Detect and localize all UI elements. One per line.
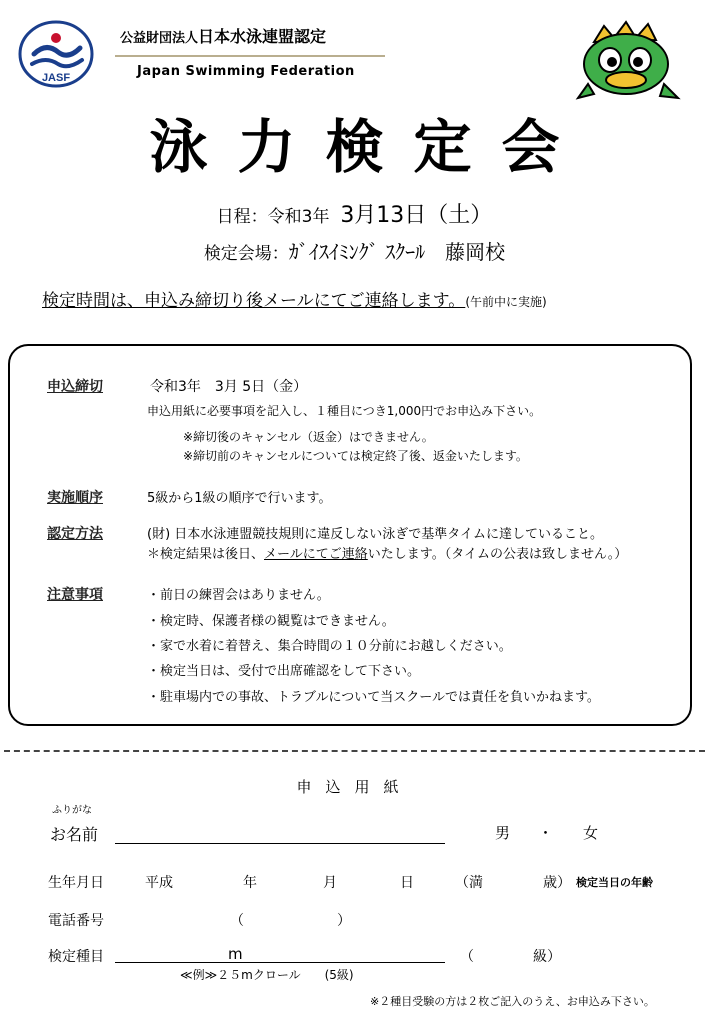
birth-year-field[interactable]: 年 xyxy=(243,875,257,891)
gender-female-option[interactable]: 女 xyxy=(583,824,599,842)
name-field[interactable] xyxy=(115,843,445,844)
schedule-date: 3月13日（土） xyxy=(340,203,493,228)
name-label: お名前 xyxy=(50,825,99,844)
mascot-kappa-icon xyxy=(574,20,684,106)
org-name-en: Japan Swimming Federation xyxy=(137,64,355,79)
order-label: 実施順序 xyxy=(47,490,103,506)
method-text-1: (財) 日本水泳連盟競技規則に違反しない泳ぎで基準タイムに達していること。 xyxy=(147,527,604,542)
deadline-label: 申込締切 xyxy=(47,379,103,395)
event-unit: m xyxy=(228,945,243,963)
birth-label: 生年月日 xyxy=(48,875,104,891)
header-divider xyxy=(115,55,385,57)
deadline-note-1: ※締切後のキャンセル（返金）はできません。 xyxy=(183,430,434,444)
timing-main: 検定時間は、申込み締切り後メールにてご連絡します。 xyxy=(42,291,466,311)
jasf-logo xyxy=(16,20,96,90)
method-text-2-underline: メールにてご連絡 xyxy=(264,547,368,562)
age-note: 検定当日の年齢 xyxy=(576,876,653,889)
phone-field[interactable]: ） xyxy=(337,913,351,929)
cautions-label: 注意事項 xyxy=(47,587,103,603)
method-text-2 xyxy=(147,543,627,562)
venue xyxy=(0,236,709,265)
caution-item: ・検定当日は、受付で出席確認をして下さい。 xyxy=(147,664,421,679)
method-label: 認定方法 xyxy=(47,526,103,542)
birth-era: 平成 xyxy=(145,875,173,891)
gender-male-option[interactable]: 男 xyxy=(495,824,511,842)
venue-name: ｶﾞｲｽｲﾐﾝｸﾞ ｽｸｰﾙ 藤岡校 xyxy=(288,240,506,264)
method-text-2-post: いたします。（タイムの公表は致しません。） xyxy=(367,547,628,562)
deadline-note-2: ※締切前のキャンセルについては検定終了後、返金いたします。 xyxy=(183,449,528,463)
caution-item: ・検定時、保護者様の観覧はできません。 xyxy=(147,614,395,629)
logo-text: JASF xyxy=(41,72,71,84)
phone-open: （ xyxy=(230,913,244,929)
caution-item: ・家で水着に着替え、集合時間の１０分前にお越しください。 xyxy=(147,639,512,654)
birth-day-field[interactable]: 日 xyxy=(400,875,414,891)
age-field[interactable]: 歳） xyxy=(543,875,571,891)
method-text-2-pre: ＊検定結果は後日、 xyxy=(147,547,265,562)
event-example: ≪例≫２５mクロール (5級) xyxy=(180,968,354,982)
schedule xyxy=(0,198,709,229)
gender-separator: ・ xyxy=(538,824,554,842)
grade-field[interactable]: 級） xyxy=(533,949,561,965)
grade-open: （ xyxy=(460,949,474,965)
deadline-date: 令和3年 3月 5日（金） xyxy=(150,379,308,395)
caution-item: ・前日の練習会はありません。 xyxy=(147,588,330,603)
order-text: 5級から1級の順序で行います。 xyxy=(147,491,332,506)
form-title: 申込用紙 xyxy=(296,778,413,796)
cut-line xyxy=(4,750,705,752)
org-name xyxy=(120,24,326,47)
timing-notice xyxy=(42,286,547,311)
phone-label: 電話番号 xyxy=(48,913,104,929)
caution-item: ・駐車場内での事故、トラブルについて当スクールでは責任を負いかねます。 xyxy=(147,690,600,705)
footnote: ※２種目受験の方は２枚ご記入のうえ、お申込み下さい。 xyxy=(370,995,655,1008)
org-prefix: 公益財団法人 xyxy=(120,31,199,46)
birth-month-field[interactable]: 月 xyxy=(323,875,337,891)
org-title: 日本水泳連盟認定 xyxy=(198,27,327,46)
furigana-label: ふりがな xyxy=(52,805,92,816)
event-field[interactable] xyxy=(115,962,445,963)
schedule-label: 日程：令和3年 xyxy=(216,207,330,227)
event-label: 検定種目 xyxy=(48,949,104,965)
venue-label: 検定会場： xyxy=(203,244,289,264)
page-title: 泳力検定会 xyxy=(149,113,590,181)
age-open: （満 xyxy=(455,875,483,891)
deadline-line: 申込用紙に必要事項を記入し、１種目につき1,000円でお申込み下さい。 xyxy=(147,404,542,418)
timing-note: (午前中に実施) xyxy=(465,295,547,309)
